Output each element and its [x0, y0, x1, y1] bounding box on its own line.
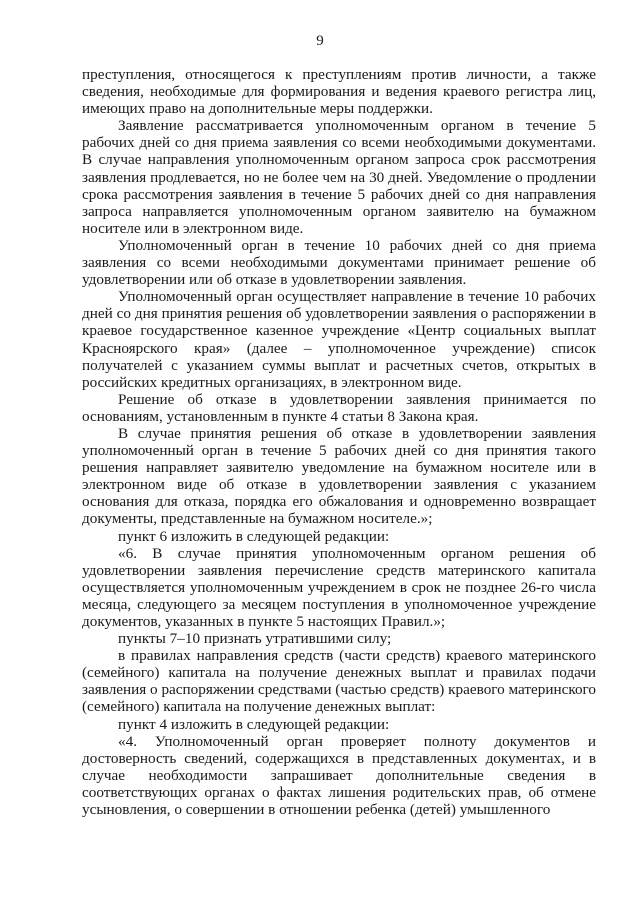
paragraph: «6. В случае принятия уполномоченным органом решения об удовлетворении заявления перечисление средств материнского капитала осуществляется уполномоченным учреждением в срок не позднее 26-го числа месяца, следующего за месяцем поступления в уполномоченное учреждение документов, указанных в пункте 5 настоящих Правил.»; [82, 544, 596, 630]
paragraph: В случае принятия решения об отказе в удовлетворении заявления уполномоченный орган в течение 5 рабочих дней со дня принятия такого решения направляет заявителю уведомление на бумажном носителе или в электронном виде об отказе в удовлетворении заявления с указанием основания для отказа, порядка его обжалования и одновременно возвращает документы, представленные на бумажном носителе.»; [82, 424, 596, 528]
paragraph: Решение об отказе в удовлетворении заявления принимается по основаниям, установленным в пункте 4 статьи 8 Закона края. [82, 390, 596, 425]
paragraph: в правилах направления средств (части средств) краевого материнского (семейного) капитала на получение денежных выплат и правилах подачи заявления о распоряжении средствами (частью средств) краевого материнского (семейного) капитала на получение денежных выплат: [82, 647, 596, 716]
paragraph: Уполномоченный орган в течение 10 рабочих дней со дня приема заявления со всеми необходимыми документами принимает решение об удовлетворении или об отказе в удовлетворении заявления. [82, 236, 596, 289]
paragraph: преступления, относящегося к преступлениям против личности, а также сведения, необходимые для формирования и ведения краевого регистра лиц, имеющих право на дополнительные меры поддержки. [82, 66, 596, 118]
paragraph: «4. Уполномоченный орган проверяет полноту документов и достоверность сведений, содержащихся в представленных документах, и в случае необходимости запрашивает дополнительные сведения в соответствующих органах о фактах лишения родительских прав, об отмене усыновления, о совершении в отношении ребенка (детей) умышленного [82, 732, 596, 819]
paragraph: Уполномоченный орган осуществляет направление в течение 10 рабочих дней со дня принятия решения об удовлетворении заявления о распоряжении в краевое государственное казенное учреждение «Центр социальных выплат Красноярского края» (далее – уполномоченное учреждение) список получателей с указанием суммы выплат и расчетных счетов, открытых в российских кредитных организациях, в электронном виде. [82, 288, 596, 391]
paragraph: пункт 4 изложить в следующей редакции: [118, 715, 390, 733]
paragraph: пункт 6 изложить в следующей редакции: [118, 527, 390, 545]
document-body [82, 66, 596, 818]
paragraph: Заявление рассматривается уполномоченным органом в течение 5 рабочих дней со дня приема заявления со всеми необходимыми документами. В случае направления уполномоченным органом запроса срок рассмотрения заявления продлевается, но не более чем на 30 дней. Уведомление о продлении срока рассмотрения заявления в течение 5 рабочих дней со дня направления запроса направляется уполномоченным органом заявителю на бумажном носителе или в электронном виде. [82, 117, 596, 237]
paragraph: пункты 7–10 признать утратившими силу; [118, 630, 392, 648]
page-number: 9 [316, 33, 324, 49]
